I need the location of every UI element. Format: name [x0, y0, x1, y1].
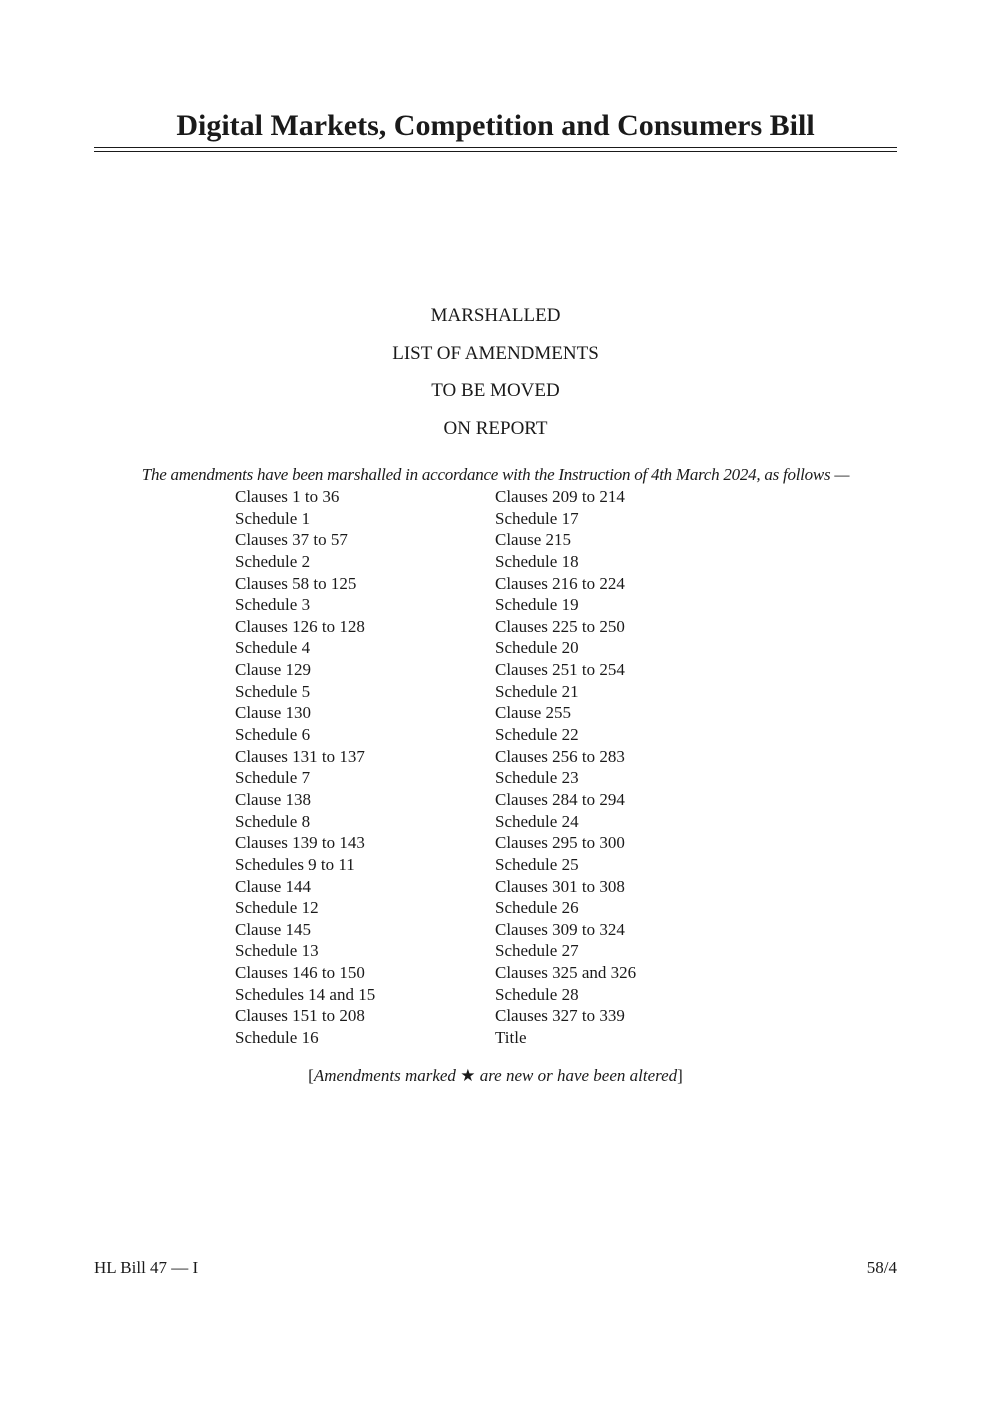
list-item: Title [495, 1028, 527, 1048]
list-item: Clauses 225 to 250 [495, 616, 625, 636]
list-item: Clauses 1 to 36 [235, 487, 340, 506]
list-item: Schedules 9 to 11 [235, 854, 355, 874]
note-open-bracket: [ [308, 1066, 314, 1085]
bill-number: HL Bill 47 — I [94, 1258, 199, 1277]
title-rule-upper [94, 147, 897, 148]
list-item: Clauses 301 to 308 [495, 876, 625, 896]
list-item: Schedule 13 [235, 941, 319, 961]
note-close-bracket: ] [677, 1066, 683, 1085]
list-item: Clauses 284 to 294 [495, 789, 625, 809]
list-item: Clause 130 [235, 703, 312, 723]
list-item: Schedule 27 [495, 941, 579, 961]
list-item: Schedule 8 [235, 811, 311, 831]
marshalling-list-left [235, 486, 485, 1049]
list-item: Clauses 151 to 208 [235, 1006, 365, 1026]
list-item: Schedule 26 [495, 898, 579, 918]
list-item: Schedule 18 [495, 551, 579, 571]
list-item: Schedule 3 [235, 595, 311, 615]
heading-line: MARSHALLED [430, 305, 561, 326]
list-item: Clauses 209 to 214 [495, 487, 625, 506]
marshalled-heading [94, 303, 897, 453]
list-item: Clauses 146 to 150 [235, 963, 365, 983]
list-item: Clauses 295 to 300 [495, 833, 625, 853]
instruction-intro: The amendments have been marshalled in accordance with the Instruction of 4th March 2024, as follows — [141, 465, 850, 484]
list-item: Schedule 17 [495, 508, 579, 528]
list-item: Schedule 20 [495, 638, 579, 658]
list-item: Clauses 58 to 125 [235, 573, 357, 593]
heading-line: LIST OF AMENDMENTS [392, 342, 599, 364]
list-item: Clauses 216 to 224 [495, 573, 625, 593]
marshalling-list-right [495, 486, 755, 1049]
list-item: Schedule 23 [495, 768, 579, 788]
list-item: Schedules 14 and 15 [235, 984, 376, 1004]
list-item: Schedule 4 [235, 638, 311, 658]
list-item: Clauses 256 to 283 [495, 746, 625, 766]
note-text-after: are new or have been altered [479, 1066, 678, 1085]
heading-line: TO BE MOVED [431, 380, 560, 401]
list-item: Clauses 131 to 137 [235, 746, 365, 766]
note-text-before: Amendments marked [313, 1066, 456, 1085]
list-item: Schedule 25 [495, 854, 579, 874]
list-item: Schedule 7 [235, 768, 311, 788]
list-item: Clauses 251 to 254 [495, 660, 625, 680]
list-item: Schedule 22 [495, 725, 579, 745]
list-item: Clause 129 [235, 660, 312, 680]
list-item: Schedule 28 [495, 984, 579, 1004]
list-item: Schedule 19 [495, 595, 579, 615]
print-reference: 58/4 [866, 1258, 897, 1277]
list-item: Schedule 21 [495, 681, 579, 701]
list-item: Clauses 327 to 339 [495, 1006, 625, 1026]
list-item: Schedule 2 [235, 551, 311, 571]
list-item: Schedule 6 [235, 725, 311, 745]
amendments-note [94, 1065, 897, 1087]
title-rule-lower [94, 151, 897, 152]
list-item: Schedule 24 [495, 811, 579, 831]
list-item: Clause 145 [235, 919, 312, 939]
list-item: Clause 255 [495, 703, 572, 723]
list-item: Schedule 5 [235, 681, 311, 701]
list-item: Clause 144 [235, 876, 312, 896]
list-item: Clauses 139 to 143 [235, 833, 365, 853]
list-item: Clauses 309 to 324 [495, 919, 625, 939]
bill-title: Digital Markets, Competition and Consumers Bill [176, 109, 815, 142]
list-item: Clause 138 [235, 789, 312, 809]
list-item: Schedule 16 [235, 1028, 319, 1048]
star-icon: ★ [460, 1066, 476, 1085]
list-item: Clauses 325 and 326 [495, 963, 637, 983]
list-item: Clauses 37 to 57 [235, 530, 348, 550]
list-item: Clauses 126 to 128 [235, 616, 365, 636]
list-item: Schedule 1 [235, 508, 311, 528]
heading-line: ON REPORT [443, 417, 548, 439]
list-item: Schedule 12 [235, 898, 319, 918]
list-item: Clause 215 [495, 530, 572, 550]
